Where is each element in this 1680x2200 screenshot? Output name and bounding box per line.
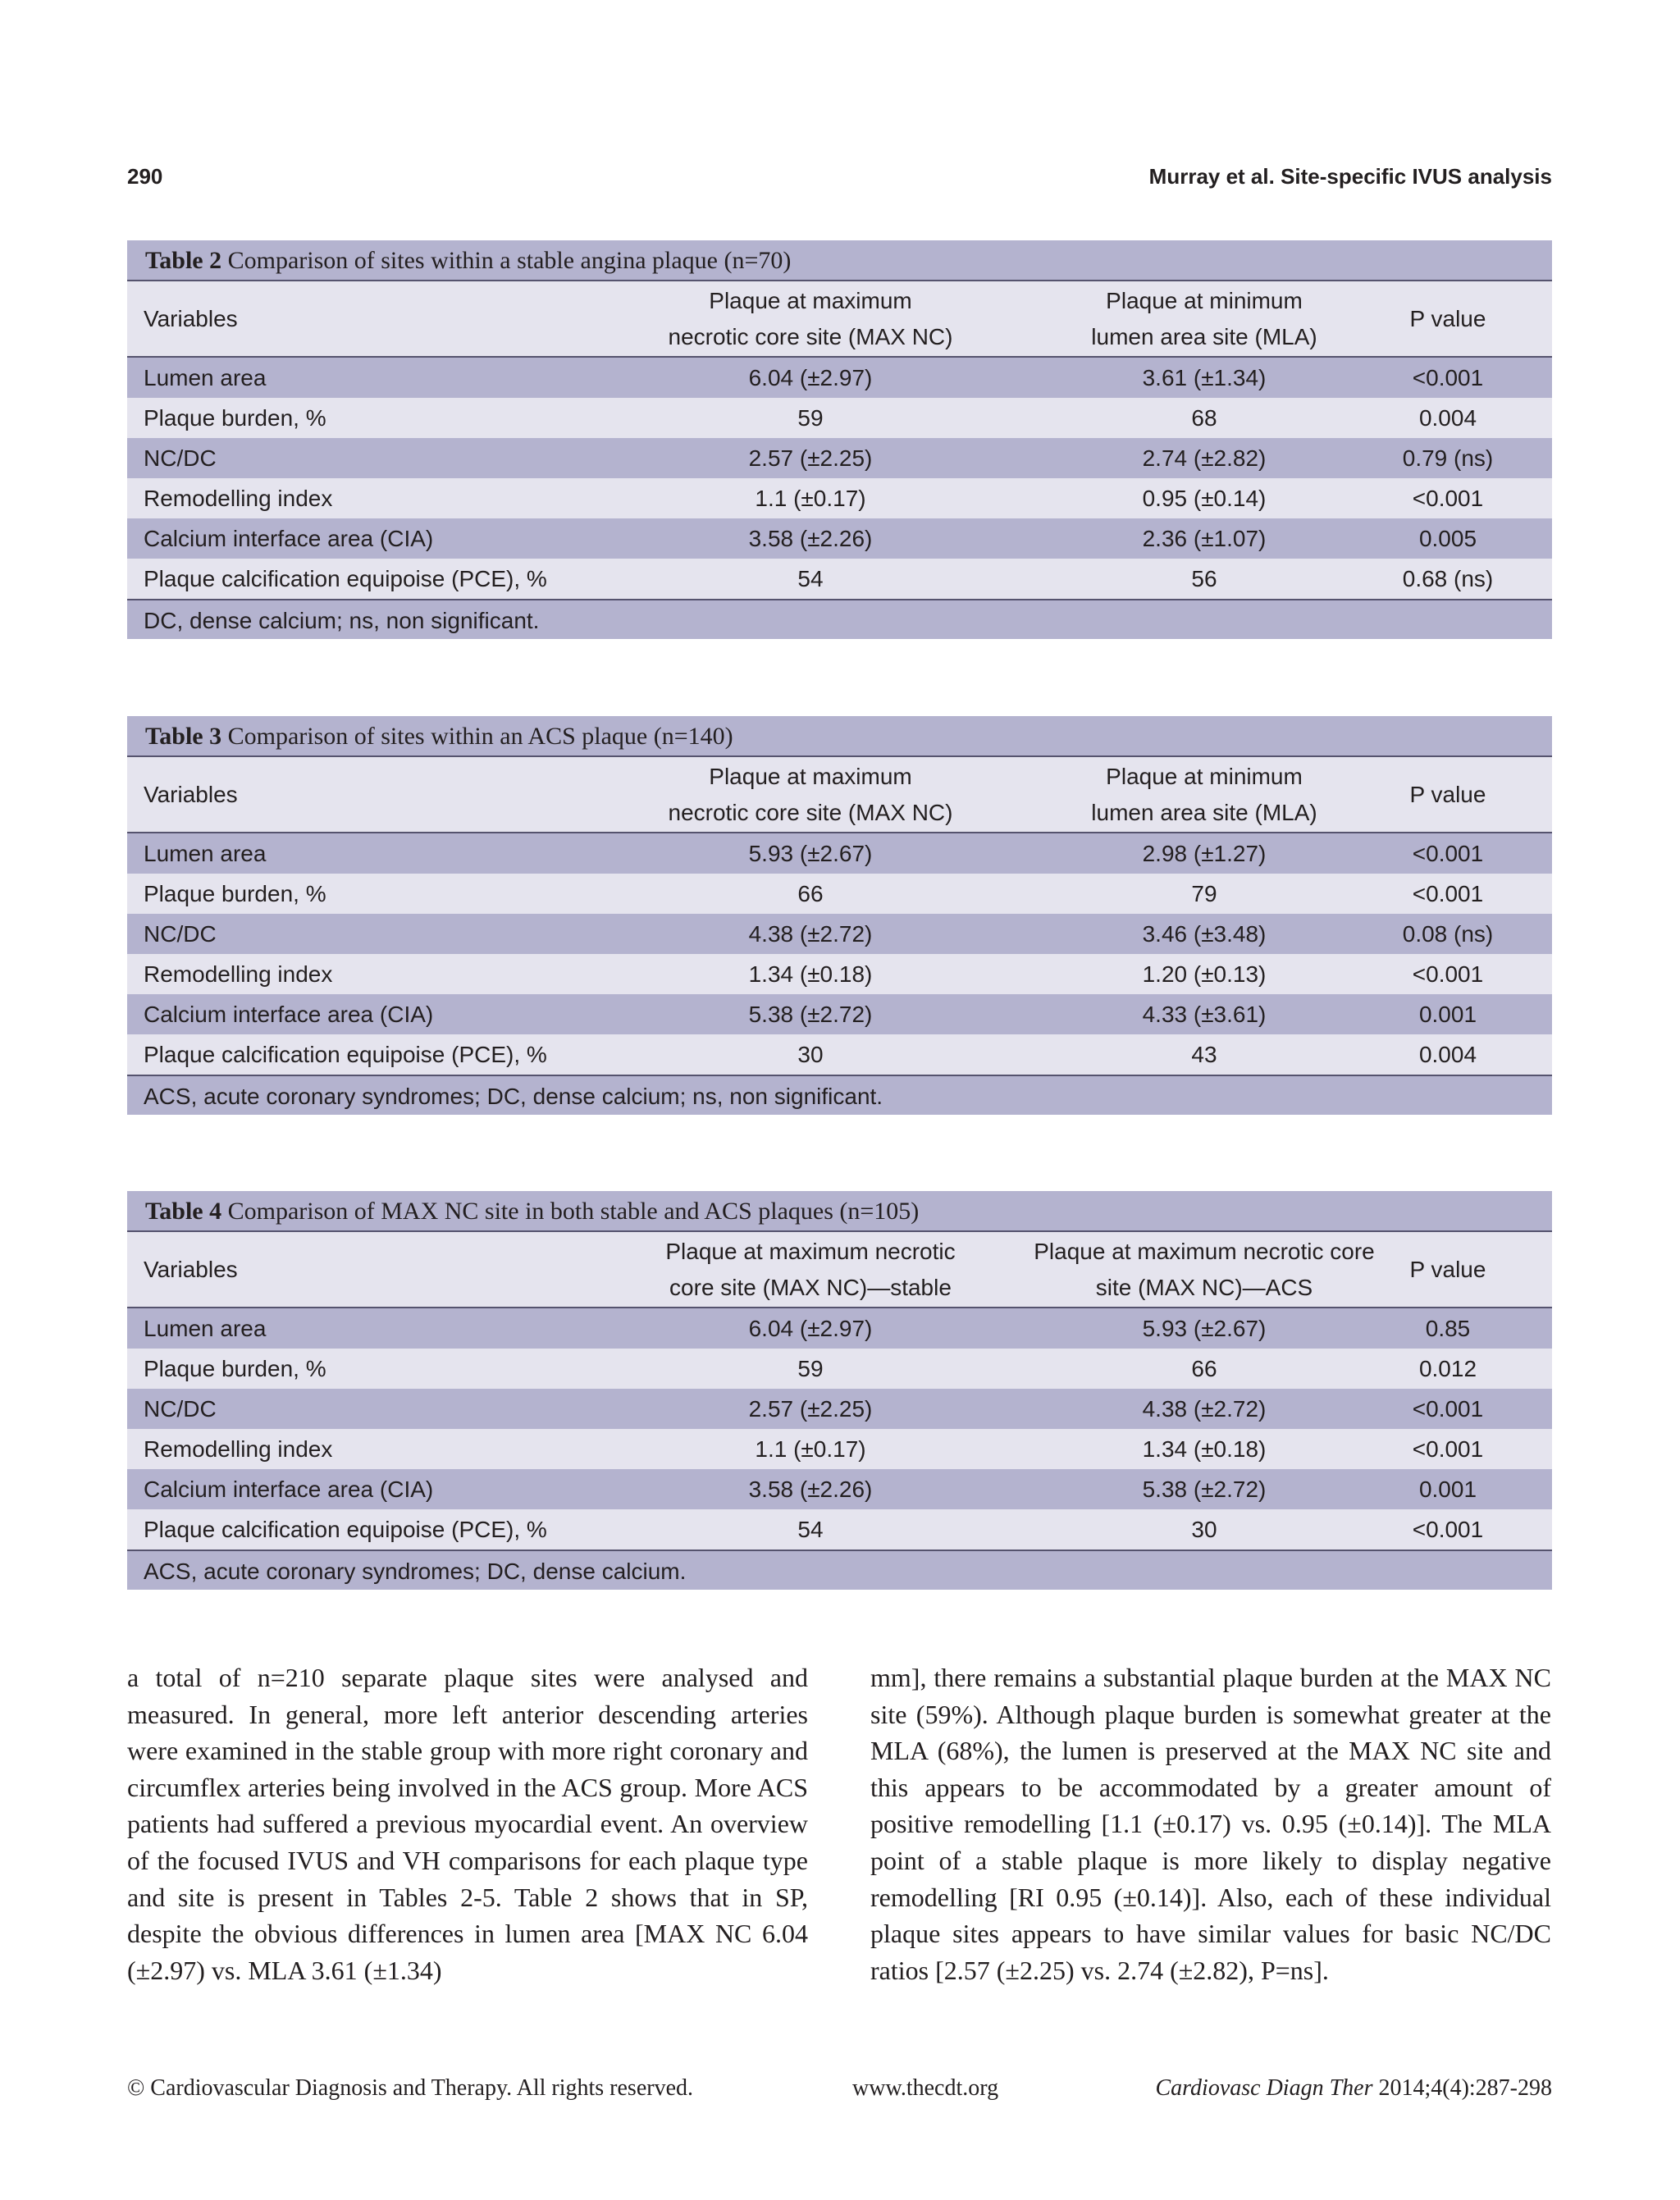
- table-2: [127, 240, 1552, 639]
- cell-pvalue: 0.005: [1418, 526, 1477, 551]
- cell-pvalue: <0.001: [1412, 1517, 1484, 1542]
- cell-variable: Calcium interface area (CIA): [144, 1002, 434, 1027]
- cell-col1: 5.93 (±2.67): [748, 841, 873, 866]
- header-col2: [1032, 1232, 1376, 1307]
- cell-col2: 30: [1191, 1517, 1217, 1542]
- header-col1-line2: necrotic core site (MAX NC): [668, 323, 953, 349]
- table-row: [127, 1308, 1552, 1349]
- table-caption: [127, 240, 1552, 281]
- cell-col2: 2.74 (±2.82): [1142, 445, 1267, 471]
- header-col2: [1032, 757, 1376, 832]
- cell-col2: 0.95 (±0.14): [1142, 486, 1267, 511]
- table-row: [127, 1469, 1552, 1509]
- table-caption-text: Comparison of sites within an ACS plaque (n=140): [227, 723, 733, 750]
- header-col1: [638, 757, 983, 832]
- cell-pvalue: 0.08 (ns): [1402, 921, 1494, 947]
- cell-col1: 54: [797, 1517, 824, 1542]
- running-head: Murray et al. Site-specific IVUS analysis: [1148, 164, 1552, 189]
- cell-col1: 2.57 (±2.25): [748, 445, 873, 471]
- cell-col2: 43: [1191, 1042, 1217, 1067]
- table-row: [127, 358, 1552, 398]
- table-row: [127, 1349, 1552, 1389]
- body-paragraph-left: a total of n=210 separate plaque sites were analysed and measured. In general, more left anterior descending arteries were examined in the stable group with more right coronary and circumflex arteries being involved in the ACS group. More ACS patients had suffered a previous myocardial event. An overview of the focused IVUS and VH comparisons for each plaque type and site is present in Tables 2-5. Table 2 shows that in SP, despite the obvious differences in lumen area [MAX NC 6.04 (±2.97) vs. MLA 3.61 (±1.34): [127, 1663, 808, 1985]
- table-4: [127, 1191, 1552, 1590]
- table-row: [127, 398, 1552, 438]
- cell-variable: Calcium interface area (CIA): [144, 1477, 434, 1502]
- cell-col2: 3.61 (±1.34): [1142, 365, 1267, 390]
- header-col1-line1: Plaque at maximum necrotic: [665, 1238, 956, 1264]
- cell-col2: 1.20 (±0.13): [1142, 961, 1267, 987]
- table-row: [127, 874, 1552, 914]
- header-col2: [1032, 281, 1376, 356]
- header-col1: [638, 1232, 983, 1307]
- header-col1-line2: necrotic core site (MAX NC): [668, 799, 953, 825]
- header-col1-line2: core site (MAX NC)—stable: [669, 1274, 952, 1300]
- table-caption-text: Comparison of MAX NC site in both stable and ACS plaques (n=105): [227, 1198, 920, 1225]
- cell-variable: NC/DC: [144, 445, 217, 471]
- cell-col1: 66: [797, 881, 824, 906]
- cell-col2: 79: [1191, 881, 1217, 906]
- header-variables: Variables: [144, 1256, 238, 1282]
- cell-col1: 6.04 (±2.97): [748, 365, 873, 390]
- table-label: Table 2: [145, 247, 222, 274]
- table-label: Table 3: [145, 723, 222, 750]
- cell-pvalue: <0.001: [1412, 1396, 1484, 1422]
- cell-variable: Lumen area: [144, 365, 267, 390]
- table-header: [127, 757, 1552, 833]
- cell-col1: 30: [797, 1042, 824, 1067]
- header-col2-line2: site (MAX NC)—ACS: [1095, 1274, 1313, 1300]
- table-row: [127, 914, 1552, 954]
- cell-pvalue: 0.004: [1418, 405, 1477, 431]
- header-variables: Variables: [144, 781, 238, 807]
- cell-variable: Lumen area: [144, 841, 267, 866]
- cell-pvalue: <0.001: [1412, 365, 1484, 390]
- table-row: [127, 438, 1552, 478]
- page-header: [127, 164, 1552, 197]
- cell-pvalue: <0.001: [1412, 486, 1484, 511]
- table-row: [127, 954, 1552, 994]
- table-row: [127, 1429, 1552, 1469]
- cell-col1: 5.38 (±2.72): [748, 1002, 873, 1027]
- cell-variable: Plaque burden, %: [144, 405, 326, 431]
- body-paragraph-right: mm], there remains a substantial plaque burden at the MAX NC site (59%). Although plaque burden is somewhat greater at the MLA (68%), the lumen is preserved at the MAX NC site and this appears to be accommodated by a greater amount of positive remodelling [1.1 (±0.17) vs. 0.95 (±0.14)]. The MLA point of a stable plaque is more likely to display negative remodelling [RI 0.95 (±0.14)]. Also, each of these individual plaque sites appears to have similar values for basic NC/DC ratios [2.57 (±2.25) vs. 2.74 (±2.82), P=ns].: [870, 1663, 1551, 1985]
- cell-pvalue: <0.001: [1412, 841, 1484, 866]
- footer-copyright: © Cardiovascular Diagnosis and Therapy. All rights reserved.: [127, 2075, 693, 2101]
- body-column-left: [127, 1659, 808, 1988]
- cell-variable: Remodelling index: [144, 486, 333, 511]
- cell-pvalue: <0.001: [1412, 1436, 1484, 1462]
- cell-col2: 2.36 (±1.07): [1142, 526, 1267, 551]
- cell-col2: 5.93 (±2.67): [1142, 1316, 1267, 1341]
- body-column-right: [870, 1659, 1551, 1988]
- table-caption-text: Comparison of sites within a stable angina plaque (n=70): [227, 247, 792, 274]
- cell-variable: Plaque burden, %: [144, 1356, 326, 1381]
- cell-variable: Plaque calcification equipoise (PCE), %: [144, 566, 547, 591]
- header-variables: Variables: [144, 305, 238, 331]
- cell-col1: 1.1 (±0.17): [755, 1436, 866, 1462]
- cell-col2: 66: [1191, 1356, 1217, 1381]
- cell-col2: 4.33 (±3.61): [1142, 1002, 1267, 1027]
- cell-pvalue: 0.79 (ns): [1402, 445, 1494, 471]
- cell-col1: 59: [797, 1356, 824, 1381]
- footer-website: www.thecdt.org: [852, 2075, 999, 2101]
- cell-variable: Remodelling index: [144, 961, 333, 987]
- table-row: [127, 994, 1552, 1034]
- cell-col1: 4.38 (±2.72): [748, 921, 873, 947]
- cell-variable: Calcium interface area (CIA): [144, 526, 434, 551]
- cell-pvalue: <0.001: [1412, 881, 1484, 906]
- header-col1-line1: Plaque at maximum: [709, 287, 912, 313]
- table-footnote: ACS, acute coronary syndromes; DC, dense calcium; ns, non significant.: [127, 1075, 1552, 1115]
- cell-col2: 3.46 (±3.48): [1142, 921, 1267, 947]
- page-number: 290: [127, 164, 163, 189]
- footer-citation: [1156, 2075, 1553, 2102]
- table-footnote: ACS, acute coronary syndromes; DC, dense calcium.: [127, 1550, 1552, 1590]
- cell-pvalue: <0.001: [1412, 961, 1484, 987]
- table-row: [127, 833, 1552, 874]
- cell-col1: 54: [797, 566, 824, 591]
- cell-col1: 6.04 (±2.97): [748, 1316, 873, 1341]
- table-3: [127, 716, 1552, 1115]
- footer-journal: Cardiovasc Diagn Ther: [1155, 2075, 1373, 2101]
- header-col2-line2: lumen area site (MLA): [1091, 323, 1317, 349]
- table-header: [127, 281, 1552, 358]
- cell-variable: NC/DC: [144, 1396, 217, 1422]
- cell-col2: 1.34 (±0.18): [1142, 1436, 1267, 1462]
- header-col2-line1: Plaque at minimum: [1106, 287, 1303, 313]
- header-pvalue: P value: [1409, 1256, 1486, 1282]
- cell-pvalue: 0.68 (ns): [1402, 566, 1494, 591]
- cell-col2: 4.38 (±2.72): [1142, 1396, 1267, 1422]
- cell-col2: 5.38 (±2.72): [1142, 1477, 1267, 1502]
- header-col2-line2: lumen area site (MLA): [1091, 799, 1317, 825]
- table-row: [127, 1389, 1552, 1429]
- table-row: [127, 1034, 1552, 1075]
- page-footer: [127, 2075, 1552, 2108]
- header-col2-line1: Plaque at maximum necrotic core: [1034, 1238, 1375, 1264]
- table-label: Table 4: [145, 1198, 222, 1225]
- cell-variable: Remodelling index: [144, 1436, 333, 1462]
- cell-col1: 1.34 (±0.18): [748, 961, 873, 987]
- header-col1: [638, 281, 983, 356]
- table-row: [127, 1509, 1552, 1550]
- table-footnote: DC, dense calcium; ns, non significant.: [127, 599, 1552, 639]
- header-col2-line1: Plaque at minimum: [1106, 763, 1303, 789]
- cell-col2: 68: [1191, 405, 1217, 431]
- table-caption: [127, 1191, 1552, 1232]
- cell-variable: Lumen area: [144, 1316, 267, 1341]
- table-row: [127, 518, 1552, 559]
- cell-pvalue: 0.001: [1418, 1002, 1477, 1027]
- cell-pvalue: 0.85: [1425, 1316, 1471, 1341]
- cell-variable: Plaque burden, %: [144, 881, 326, 906]
- cell-variable: NC/DC: [144, 921, 217, 947]
- cell-pvalue: 0.004: [1418, 1042, 1477, 1067]
- cell-col1: 59: [797, 405, 824, 431]
- header-col1-line1: Plaque at maximum: [709, 763, 912, 789]
- cell-col1: 2.57 (±2.25): [748, 1396, 873, 1422]
- cell-variable: Plaque calcification equipoise (PCE), %: [144, 1042, 547, 1067]
- cell-col1: 1.1 (±0.17): [755, 486, 866, 511]
- cell-pvalue: 0.012: [1418, 1356, 1477, 1381]
- cell-pvalue: 0.001: [1418, 1477, 1477, 1502]
- table-row: [127, 478, 1552, 518]
- cell-variable: Plaque calcification equipoise (PCE), %: [144, 1517, 547, 1542]
- table-row: [127, 559, 1552, 599]
- cell-col2: 2.98 (±1.27): [1142, 841, 1267, 866]
- footer-volume: 2014;4(4):287-298: [1372, 2075, 1552, 2101]
- cell-col2: 56: [1191, 566, 1217, 591]
- cell-col1: 3.58 (±2.26): [748, 1477, 873, 1502]
- table-header: [127, 1232, 1552, 1308]
- cell-col1: 3.58 (±2.26): [748, 526, 873, 551]
- header-pvalue: P value: [1409, 781, 1486, 807]
- table-caption: [127, 716, 1552, 757]
- header-pvalue: P value: [1409, 305, 1486, 331]
